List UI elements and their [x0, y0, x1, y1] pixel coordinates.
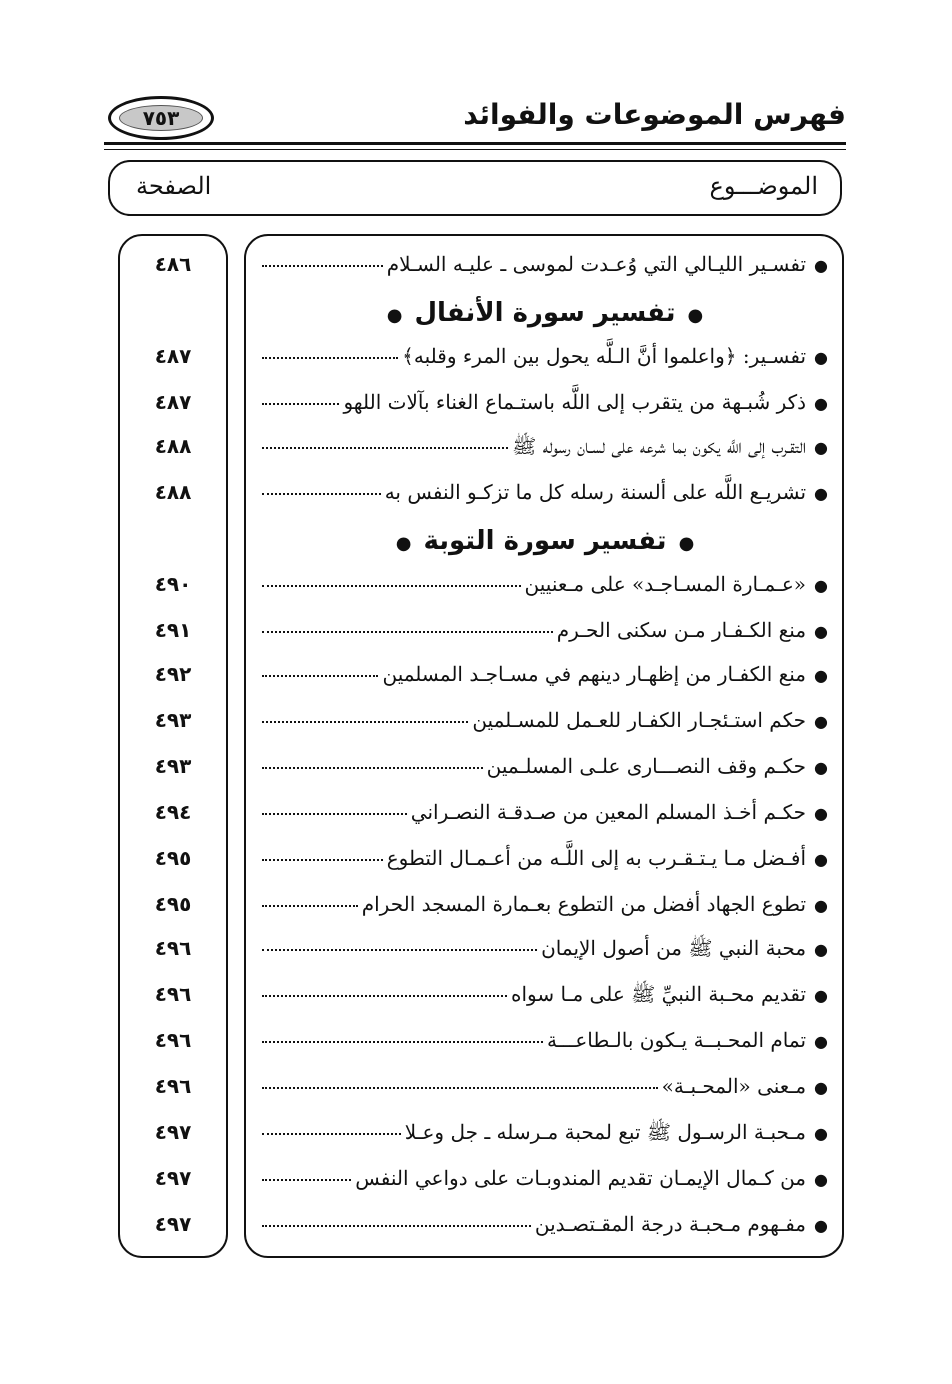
entry-page-number: ٤٩٦: [154, 936, 192, 960]
dot-leader: [262, 948, 537, 951]
index-entry: [0, 656, 952, 696]
bullet-icon: ●: [814, 850, 828, 869]
bullet-icon: ●: [386, 305, 403, 326]
index-entry: [0, 246, 952, 286]
section-title: تفسير سورة الأنفال: [414, 298, 676, 328]
entry-page-number: ٤٩٢: [154, 662, 192, 686]
entry-line: [262, 936, 828, 965]
entry-page-number: ٤٩٠: [154, 572, 192, 596]
bullet-icon: ●: [687, 305, 704, 326]
entry-page-number: ٤٩١: [154, 618, 192, 642]
entry-page-number: ٤٩٥: [154, 892, 192, 916]
bullet-icon: ●: [814, 438, 828, 457]
entry-line: [262, 1074, 828, 1098]
page-header: [104, 94, 846, 144]
entry-line: [262, 390, 828, 414]
bullet-icon: ●: [814, 1124, 828, 1143]
entry-line: [262, 298, 828, 328]
dot-leader: [262, 264, 383, 267]
entry-text: أفـضل مـا يـتـقـرب به إلى اللَّـه من أعـمـال التطوع: [386, 846, 807, 870]
bullet-icon: ●: [814, 348, 828, 367]
bullet-icon: ●: [814, 758, 828, 777]
entry-page-number: ٤٩٧: [154, 1166, 192, 1190]
header-title: فهرس الموضوعات والفوائد: [463, 98, 846, 131]
entry-text: التقـرب إلى اللَّه يكون بما شرعه على لسـان رسوله ﷺ: [512, 434, 807, 458]
entry-line: [262, 708, 828, 732]
index-entry: [0, 1114, 952, 1154]
dot-leader: [262, 1086, 658, 1089]
column-header: [108, 160, 842, 216]
entry-text: مفـهوم مـحبـة درجة المقـتصـدين: [534, 1212, 807, 1236]
bullet-icon: ●: [814, 1170, 828, 1189]
entry-text: ذكر شُبـهة من يتقرب إلى اللَّه باستـماع الغناء بآلات اللهو: [343, 390, 807, 414]
entry-text: تفسـير الليـالي التي وُعـدت لموسى ـ عليـه السـلام: [386, 252, 807, 276]
page-number-badge: [108, 96, 214, 140]
page-number: ٧٥٣: [119, 105, 203, 131]
entry-text: حكـم وقف النصـــارى علـى المسلـمين: [486, 754, 807, 778]
bullet-icon: ●: [814, 394, 828, 413]
index-entry: [0, 612, 952, 652]
entry-text: من كـمال الإيمـان تقديم المندوبـات على دواعي النفس: [355, 1166, 807, 1190]
entry-page-number: ٤٩٦: [154, 1074, 192, 1098]
index-entry: [0, 1068, 952, 1108]
dot-leader: [262, 492, 381, 495]
entry-text: منع الكفـار من إظهـار دينهم في مسـاجـد المسلمين: [382, 662, 807, 686]
bullet-icon: ●: [814, 666, 828, 685]
bullet-icon: ●: [814, 1032, 828, 1051]
entry-line: [262, 618, 828, 642]
index-entry: [0, 976, 952, 1016]
bullet-icon: ●: [814, 896, 828, 915]
entry-text: حكم استـئجـار الكفـار للعـمل للمسـلمين: [472, 708, 807, 732]
entry-text: تفسـير: ﴿واعلموا أنَّ الـلَّه يحول بين المرء وقلبه﴾: [402, 344, 807, 368]
index-entry: [0, 702, 952, 742]
index-entry: [0, 1160, 952, 1200]
header-rule-thick: [104, 142, 846, 145]
entry-page-number: ٤٩٣: [154, 708, 192, 732]
entry-line: [262, 754, 828, 778]
dot-leader: [262, 1224, 531, 1227]
entry-page-number: ٤٩٥: [154, 846, 192, 870]
entry-text: تمام المحـبــة يـكون بالـطاعـــة: [547, 1028, 807, 1052]
entry-line: [262, 572, 828, 596]
index-entry: [0, 338, 952, 378]
index-entry: [0, 384, 952, 424]
dot-leader: [262, 1132, 401, 1135]
dot-leader: [262, 766, 483, 769]
dot-leader: [262, 584, 521, 587]
entry-line: [262, 344, 828, 368]
entry-line: [262, 1120, 828, 1149]
bullet-icon: ●: [814, 986, 828, 1005]
bullet-icon: ●: [814, 940, 828, 959]
entry-page-number: ٤٩٧: [154, 1212, 192, 1236]
entry-line: [262, 1028, 828, 1052]
section-heading: [0, 292, 952, 332]
entry-line: [262, 800, 828, 824]
index-entry: [0, 474, 952, 514]
dot-leader: [262, 720, 468, 723]
bullet-icon: ●: [678, 533, 695, 554]
column-header-page: الصفحة: [136, 172, 212, 200]
entry-page-number: ٤٩٧: [154, 1120, 192, 1144]
dot-leader: [262, 904, 358, 907]
entry-line: [262, 846, 828, 870]
bullet-icon: ●: [814, 622, 828, 641]
entry-text: حكـم أخـذ المسلم المعين من صـدقـة النصـراني: [410, 800, 807, 824]
dot-leader: [262, 674, 378, 677]
entry-page-number: ٤٨٧: [154, 344, 192, 368]
entry-text: «عـمـارة المسـاجـد» على مـعنيين: [524, 572, 807, 596]
header-rule-thin: [104, 149, 846, 150]
section-heading: [0, 520, 952, 560]
entry-page-number: ٤٨٨: [154, 480, 192, 504]
entry-page-number: ٤٩٤: [154, 800, 192, 824]
index-entry: [0, 428, 952, 468]
bullet-icon: ●: [395, 533, 412, 554]
bullet-icon: ●: [814, 1216, 828, 1235]
entry-page-number: ٤٨٨: [154, 434, 192, 458]
entry-page-number: ٤٩٦: [154, 982, 192, 1006]
index-entry: [0, 1206, 952, 1246]
index-entry: [0, 840, 952, 880]
entry-page-number: ٤٩٦: [154, 1028, 192, 1052]
bullet-icon: ●: [814, 576, 828, 595]
dot-leader: [262, 994, 507, 997]
entry-text: مـعنى «المحـبـة»: [661, 1074, 807, 1098]
bullet-icon: ●: [814, 712, 828, 731]
index-entry: [0, 748, 952, 788]
index-entry: [0, 930, 952, 970]
entry-line: [262, 434, 828, 463]
bullet-icon: ●: [814, 256, 828, 275]
dot-leader: [262, 402, 339, 405]
entry-page-number: ٤٩٣: [154, 754, 192, 778]
dot-leader: [262, 446, 508, 449]
index-entry: [0, 566, 952, 606]
dot-leader: [262, 812, 407, 815]
bullet-icon: ●: [814, 1078, 828, 1097]
entry-line: [262, 480, 828, 504]
column-header-topic: الموضـــوع: [709, 172, 818, 200]
entry-page-number: ٤٨٧: [154, 390, 192, 414]
dot-leader: [262, 858, 383, 861]
entry-line: [262, 982, 828, 1011]
entry-line: [262, 662, 828, 686]
entry-page-number: ٤٨٦: [154, 252, 192, 276]
entry-line: [262, 252, 828, 276]
index-entry: [0, 1022, 952, 1062]
bullet-icon: ●: [814, 804, 828, 823]
entry-text: محبة النبي ﷺ من أصول الإيمان: [541, 936, 807, 960]
index-entry: [0, 886, 952, 926]
entry-line: [262, 1166, 828, 1190]
dot-leader: [262, 630, 553, 633]
entry-text: مـحبـة الرسـول ﷺ تبع لمحبة مـرسله ـ جل وعـلا: [404, 1120, 807, 1144]
dot-leader: [262, 1178, 351, 1181]
section-title: تفسير سورة التوبة: [423, 526, 667, 556]
entry-line: [262, 526, 828, 556]
entry-text: تطوع الجهاد أفضل من التطوع بعـمارة المسجد الحرام: [361, 892, 807, 916]
entry-text: تقديم محـبة النبيِّ ﷺ على مـا سواه: [511, 982, 807, 1006]
entry-text: تشريـع اللَّه على ألسنة رسله كل ما تزكـو النفس به: [384, 480, 807, 504]
bullet-icon: ●: [814, 484, 828, 503]
index-entry: [0, 794, 952, 834]
dot-leader: [262, 356, 398, 359]
entry-text: منع الكـفـار مـن سكنى الحـرم: [556, 618, 807, 642]
dot-leader: [262, 1040, 543, 1043]
entry-line: [262, 892, 828, 916]
entry-line: [262, 1212, 828, 1236]
